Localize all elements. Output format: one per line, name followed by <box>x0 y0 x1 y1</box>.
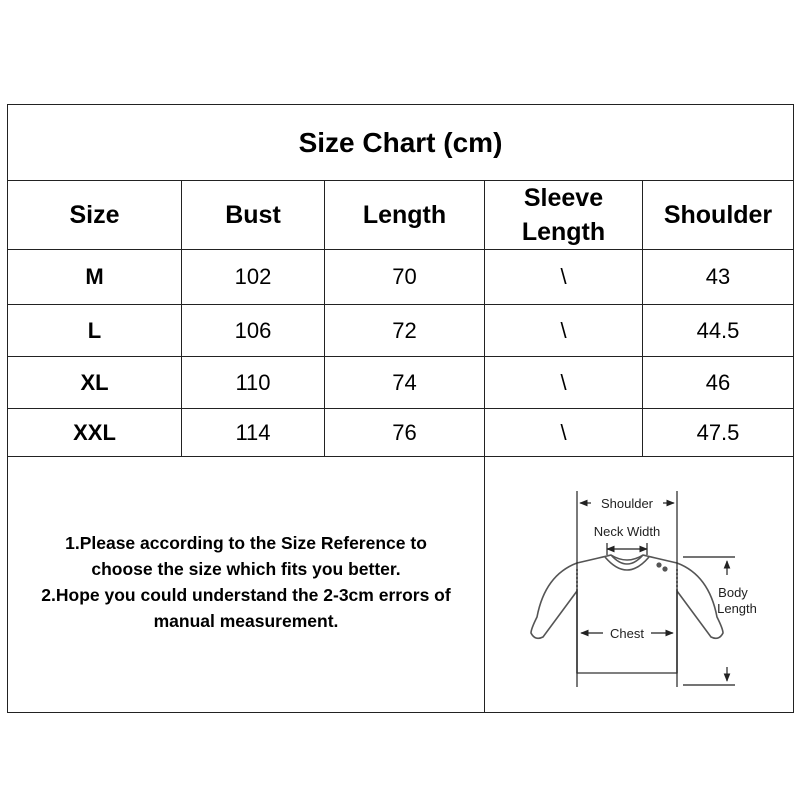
shoulder-measure <box>577 491 677 687</box>
chart-title: Size Chart (cm) <box>8 105 793 181</box>
neck-width-label: Neck Width <box>593 524 661 539</box>
note-line-2: choose the size which fits you better. <box>91 558 401 579</box>
table-row <box>8 357 793 409</box>
shoulder-cell: 46 <box>705 369 731 395</box>
length-cell: 74 <box>325 357 485 408</box>
size-chart-table <box>7 104 794 713</box>
size-cell: L <box>8 305 182 356</box>
sleeve-cell: \ <box>485 250 643 304</box>
table-row <box>8 305 793 357</box>
sleeve-cell: \ <box>485 409 643 456</box>
bust-cell: 114 <box>182 409 325 456</box>
shoulder-label: Shoulder <box>600 496 654 511</box>
note-line-3: 2.Hope you could understand the 2-3cm errors of <box>41 584 451 605</box>
length-cell: 72 <box>325 305 485 356</box>
neck-width-measure <box>607 543 647 555</box>
table-row <box>8 250 793 305</box>
bust-cell: 106 <box>182 305 325 356</box>
size-notes <box>8 457 485 712</box>
size-cell: XXL <box>8 409 182 456</box>
size-cell: XL <box>8 357 182 408</box>
bust-cell: 102 <box>182 250 325 304</box>
header-sleeve-length: Sleeve Length <box>485 181 643 249</box>
shoulder-cell: 47.5 <box>696 419 740 445</box>
header-size: Size <box>8 181 182 249</box>
header-bust: Bust <box>182 181 325 249</box>
body-length-measure <box>683 557 735 685</box>
sweater-icon <box>531 555 723 673</box>
body-length-label-1: Body <box>718 585 748 600</box>
header-shoulder: Shoulder <box>663 201 773 229</box>
sweater-diagram-svg <box>485 457 793 712</box>
body-length-label-2: Length <box>717 601 757 616</box>
sleeve-cell: \ <box>485 357 643 408</box>
length-cell: 70 <box>325 250 485 304</box>
shoulder-cell: 44.5 <box>696 317 740 343</box>
shoulder-cell: 43 <box>705 264 731 289</box>
sleeve-cell: \ <box>485 305 643 356</box>
size-cell: M <box>8 250 182 304</box>
header-length: Length <box>325 181 485 249</box>
table-row <box>8 409 793 457</box>
note-line-4: manual measurement. <box>153 610 339 631</box>
bust-cell: 110 <box>182 357 325 408</box>
length-cell: 76 <box>325 409 485 456</box>
bottom-section <box>8 457 793 712</box>
header-row <box>8 181 793 250</box>
chest-label: Chest <box>610 626 644 641</box>
note-line-1: 1.Please according to the Size Reference to <box>65 532 427 553</box>
measurement-diagram <box>485 457 793 712</box>
